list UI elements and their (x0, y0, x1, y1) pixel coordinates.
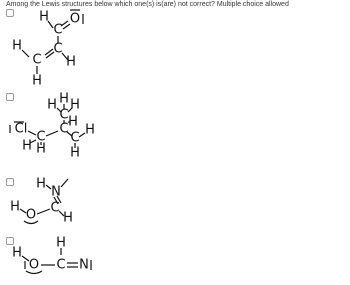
atom-h: H (47, 97, 57, 113)
atom-c: C (70, 130, 80, 146)
choice-c[interactable] (6, 178, 346, 233)
atom-h: H (36, 141, 46, 157)
choice-a[interactable] (6, 9, 346, 89)
atom-h: H (56, 235, 66, 251)
atom-h: H (59, 91, 69, 107)
atom-o: O (28, 257, 40, 273)
choice-a-structure (6, 9, 126, 89)
atom-c: C (50, 200, 60, 216)
atom-cl: Cl (14, 121, 28, 137)
atom-c: C (56, 257, 66, 273)
choice-d-structure (6, 237, 146, 282)
atom-h: H (36, 176, 46, 192)
atom-o: O (69, 11, 81, 27)
atom-c: C (53, 41, 63, 57)
atom-h: H (12, 245, 22, 261)
atom-n: N (51, 184, 61, 200)
atom-h: H (68, 114, 78, 130)
atom-o: O (25, 207, 37, 223)
choice-d[interactable] (6, 237, 346, 282)
atom-n: N (79, 257, 89, 273)
question-text: Among the Lewis structures below which one(s) is(are) not correct? Multiple choice allowed (6, 1, 289, 8)
atom-h: H (12, 38, 22, 54)
atom-c: C (59, 107, 69, 123)
atom-c: C (32, 52, 42, 68)
choice-b[interactable] (6, 93, 346, 173)
atom-h: H (10, 199, 20, 215)
choice-b-structure (6, 93, 126, 173)
atom-h: H (85, 122, 95, 138)
atom-c: C (36, 129, 46, 145)
atom-h: H (22, 138, 32, 154)
atom-h: H (66, 54, 76, 70)
atom-h: H (32, 73, 42, 89)
atom-h: H (70, 145, 80, 161)
atom-c: C (53, 22, 63, 38)
atom-h: H (63, 210, 73, 226)
choice-c-structure (6, 178, 126, 238)
atom-h: H (39, 9, 49, 25)
atom-c: C (59, 121, 69, 137)
atom-h: H (70, 97, 80, 113)
